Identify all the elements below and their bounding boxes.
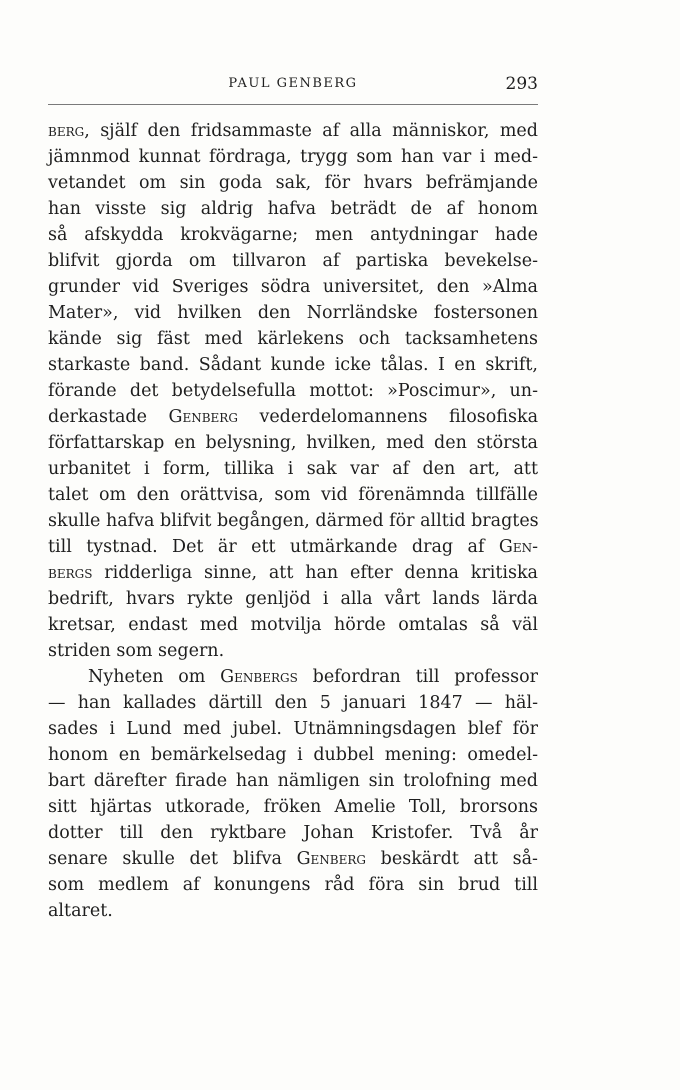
text-line: starkaste band. Sådant kunde icke tålas. I en skrift, — [48, 355, 538, 375]
small-caps-name: Gen- — [498, 537, 538, 557]
text-line: kände sig fäst med kärlekens och tacksamhetens — [48, 329, 538, 349]
text-line: förande det betydelsefulla mottot: »Poscimur», un- — [48, 381, 538, 401]
text-line: talet om den orättvisa, som vid förenämnda tillfälle — [48, 485, 538, 505]
text-line: grunder vid Sveriges södra universitet, den »Alma — [48, 277, 538, 297]
text-line: bedrift, hvars rykte genljöd i alla vårt lands lärda — [48, 589, 538, 609]
text-line: bart därefter firade han nämligen sin trolofning med — [48, 771, 538, 791]
page-number: 293 — [505, 74, 538, 94]
paragraph-end-line: striden som segern. — [48, 641, 225, 661]
text-line: vetandet om sin goda sak, för hvars befrämjande — [48, 173, 538, 193]
small-caps-name: Genberg — [296, 849, 367, 869]
text-line: så afskydda krokvägarne; men antydningar hade — [48, 225, 538, 245]
text-line: han visste sig aldrig hafva beträdt de af honom — [48, 199, 538, 219]
text-line: Mater», vid hvilken den Norrländske fostersonen — [48, 303, 538, 323]
paragraph-start-line: Nyheten om Genbergs befordran till professor — [88, 667, 538, 687]
text-line: derkastade Genberg vederdelomannens filosofiska — [48, 407, 538, 427]
page-header — [48, 76, 538, 100]
small-caps-name: Genbergs — [220, 667, 298, 687]
text-line: bergs ridderliga sinne, att han efter denna kritiska — [48, 563, 538, 583]
text-line: kretsar, endast med motvilja hörde omtalas så väl — [48, 615, 538, 635]
small-caps-name: bergs — [48, 563, 93, 583]
small-caps-name: berg — [48, 121, 85, 141]
text-line: dotter till den ryktbare Johan Kristofer. Två år — [48, 823, 538, 843]
text-line: sitt hjärtas utkorade, fröken Amelie Toll, brorsons — [48, 797, 538, 817]
running-title: PAUL GENBERG — [228, 76, 358, 91]
text-line: blifvit gjorda om tillvaron af partiska bevekelse- — [48, 251, 538, 271]
text-line: jämnmod kunnat fördraga, trygg som han var i med- — [48, 147, 538, 167]
text-line: senare skulle det blifva Genberg beskärdt att så- — [48, 849, 538, 869]
text-line: honom en bemärkelsedag i dubbel mening: omedel- — [48, 745, 538, 765]
text-line: urbanitet i form, tillika i sak var af den art, att — [48, 459, 538, 479]
text-line: berg, själf den fridsammaste af alla människor, med — [48, 121, 538, 141]
body-text — [48, 118, 538, 924]
header-rule — [48, 104, 538, 105]
text-line: författarskap en belysning, hvilken, med den största — [48, 433, 538, 453]
text-line: som medlem af konungens råd föra sin brud till — [48, 875, 538, 895]
text-line: skulle hafva blifvit begången, därmed för alltid bragtes — [48, 511, 539, 531]
small-caps-name: Genberg — [168, 407, 238, 427]
text-line: — han kallades därtill den 5 januari 1847 — häl- — [48, 693, 538, 713]
text-line: sades i Lund med jubel. Utnämningsdagen blef för — [48, 719, 538, 739]
text-line: till tystnad. Det är ett utmärkande drag af Gen- — [48, 537, 538, 557]
paragraph-end-line: altaret. — [48, 901, 113, 921]
